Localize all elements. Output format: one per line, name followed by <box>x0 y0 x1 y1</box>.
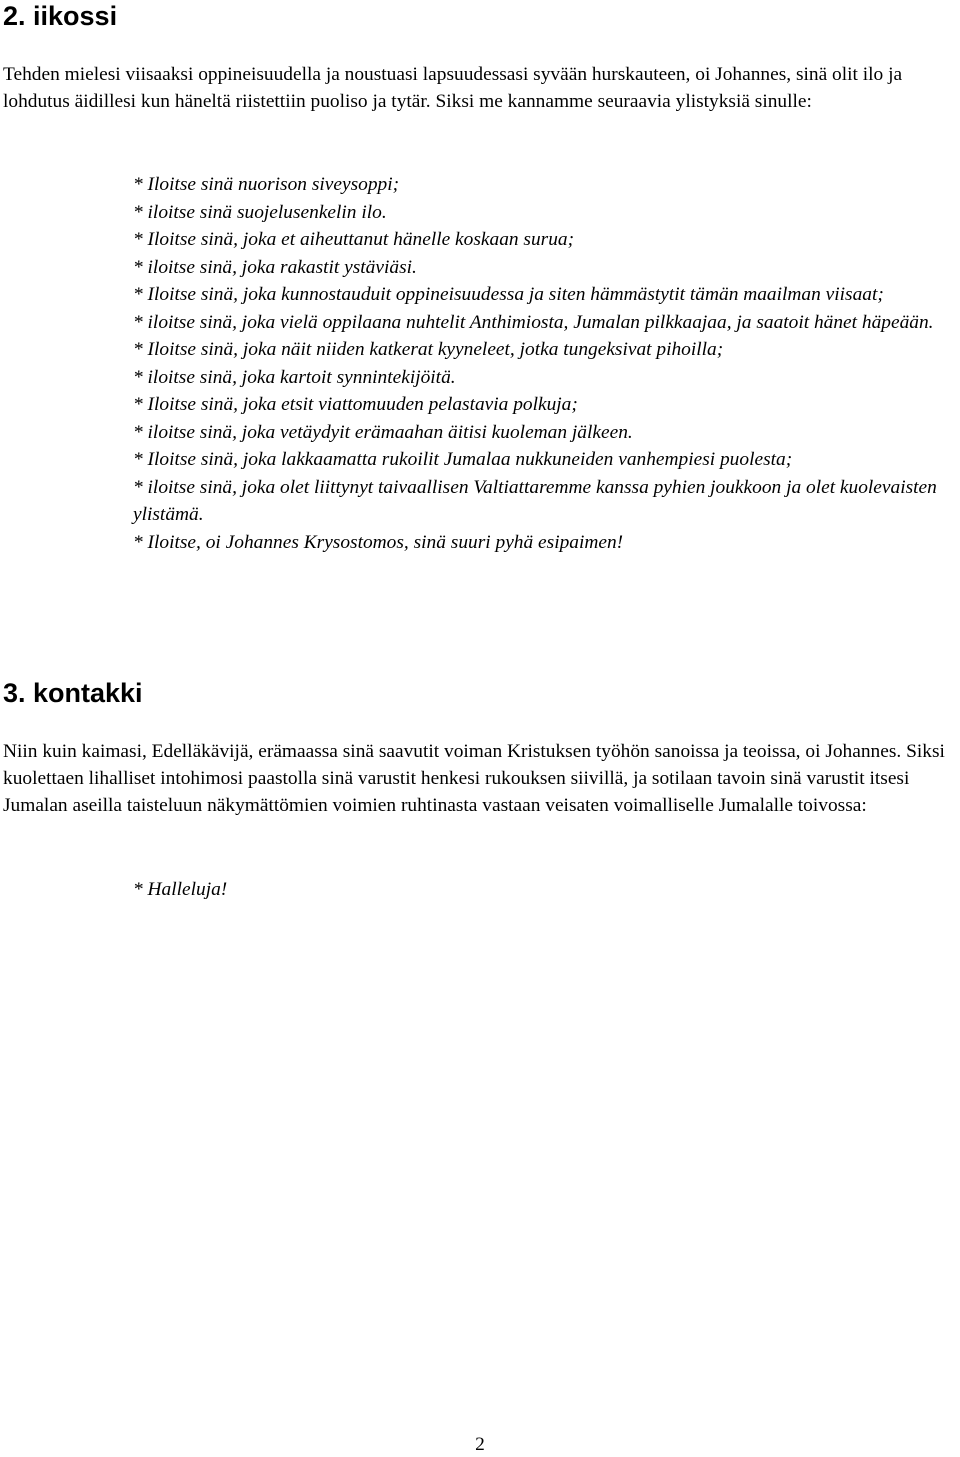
verse-line: * iloitse sinä suojelusenkelin ilo. <box>133 201 387 223</box>
kontakki-paragraph: Niin kuin kaimasi, Edelläkävijä, erämaassa sinä saavutit voiman Kristuksen työhön sanoissa ja teoissa, oi Johannes. Siksi kuolettaen lihalliset intohimosi paastolla sinä varustit henkesi rukouksen siivillä, ja sotilaan tavoin sinä varustit itsesi Jumalan aseilla taisteluun näkymättömien voimien ruhtinasta vastaan veisaten voimalliselle Jumalalle toivossa: <box>3 741 945 816</box>
kontakki-refrain-list <box>133 876 959 904</box>
verse-line: * Iloitse, oi Johannes Krysostomos, sinä suuri pyhä esipaimen! <box>133 531 624 553</box>
section-heading-kontakki: 3. kontakki <box>3 678 143 708</box>
verse-line: * iloitse sinä, joka olet liittynyt taivaallisen Valtiattaremme kanssa pyhien joukkoon ja olet kuolevaisten ylistämä. <box>133 476 937 525</box>
verse-line: * iloitse sinä, joka kartoit synnintekijöitä. <box>133 366 456 388</box>
verse-line: * Iloitse sinä nuorison siveysoppi; <box>133 174 400 195</box>
iikossi-verse-list <box>133 171 959 556</box>
verse-line: * iloitse sinä, joka vetäydyit erämaahan äitisi kuoleman jälkeen. <box>133 421 633 443</box>
verse-line: * Iloitse sinä, joka et aiheuttanut hänelle koskaan surua; <box>133 229 575 250</box>
verse-line: * Iloitse sinä, joka lakkaamatta rukoilit Jumalaa nukkuneiden vanhempiesi puolesta; <box>133 449 793 470</box>
verse-line: * Iloitse sinä, joka kunnostauduit oppineisuudessa ja siten hämmästytit tämän maailman viisaat; <box>133 284 884 305</box>
verse-line: * Iloitse sinä, joka etsit viattomuuden pelastavia polkuja; <box>133 394 578 415</box>
refrain-line: * Halleluja! <box>133 879 228 900</box>
section-heading-iikossi: 2. iikossi <box>3 1 118 31</box>
iikossi-intro-paragraph: Tehden mielesi viisaaksi oppineisuudella ja noustuasi lapsuudessasi syvään hurskauteen, oi Johannes, sinä olit ilo ja lohdutus äidillesi kun häneltä riistettiin puoliso ja tytär. Siksi me kannamme seuraavia ylistyksiä sinulle: <box>3 64 903 112</box>
page-number: 2 <box>475 1434 485 1455</box>
verse-line: * iloitse sinä, joka vielä oppilaana nuhtelit Anthimiosta, Jumalan pilkkaajaa, ja saatoit hänet häpeään. <box>133 311 934 333</box>
verse-line: * iloitse sinä, joka rakastit ystäviäsi. <box>133 256 417 278</box>
verse-line: * Iloitse sinä, joka näit niiden katkerat kyyneleet, jotka tungeksivat pihoilla; <box>133 339 724 360</box>
